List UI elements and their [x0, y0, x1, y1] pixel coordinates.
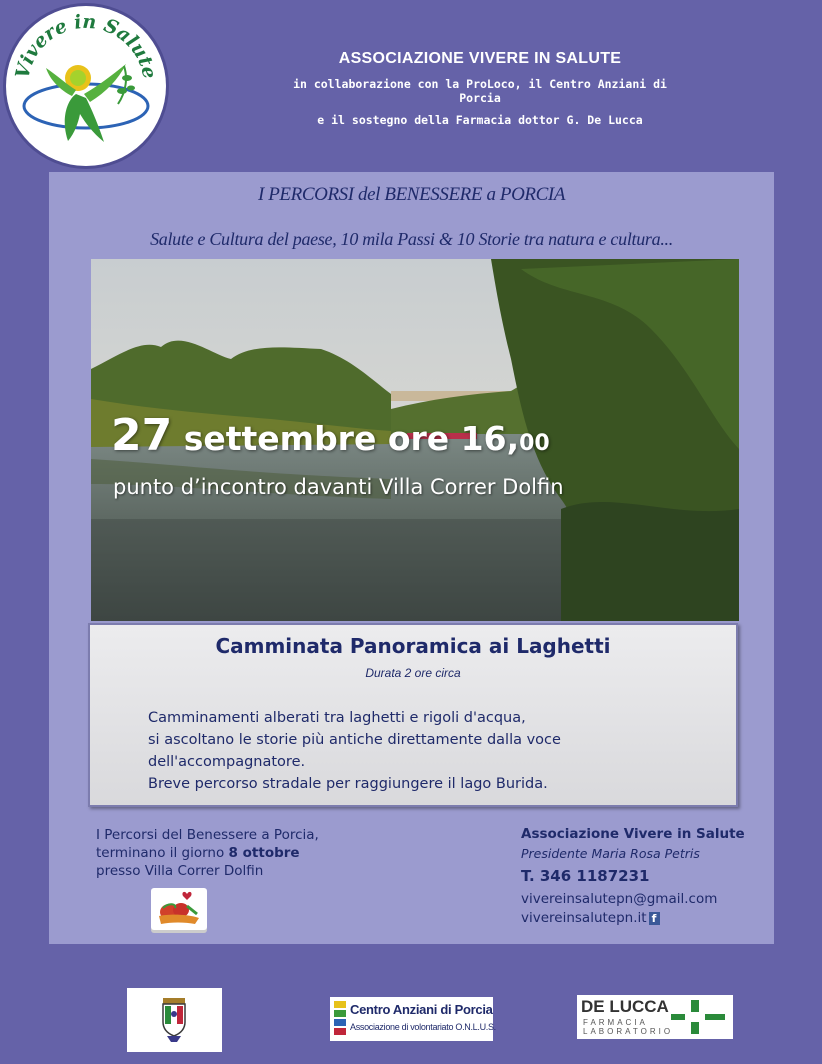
event-minutes: 00 — [519, 431, 550, 456]
association-logo — [6, 6, 166, 166]
pharmacy-cross-icon — [669, 998, 729, 1036]
header-collaboration: in collaborazione con la ProLoco, il Centro Anziani di Porcia — [293, 77, 667, 105]
main-panel — [49, 172, 774, 944]
walk-description — [148, 707, 561, 795]
contact-email[interactable]: vivereinsalutepn@gmail.com — [521, 891, 718, 907]
walk-info-box — [88, 623, 738, 807]
meeting-point: punto d’incontro davanti Villa Correr Dolfin — [113, 475, 564, 499]
series-end-note — [96, 826, 319, 880]
description-line: si ascoltano le storie più antiche direttamente dalla voce — [148, 732, 561, 748]
porcia-crest-icon — [127, 988, 222, 1052]
event-date — [111, 410, 550, 461]
facebook-icon[interactable]: f — [649, 912, 660, 925]
centro-subtitle: Associazione di volontariato O.N.L.U.S. — [350, 1022, 496, 1032]
note-line-1: I Percorsi del Benessere a Porcia, — [96, 827, 319, 843]
event-subtitle: Salute e Cultura del paese, 10 mila Passi & 10 Storie tra natura e cultura... — [150, 229, 673, 249]
walk-title: Camminata Panoramica ai Laghetti — [215, 634, 611, 658]
centro-bars-icon — [334, 1001, 346, 1037]
event-day: 27 — [111, 410, 173, 461]
description-line: Breve percorso stradale per raggiungere il lago Burida. — [148, 776, 548, 792]
series-title: I PERCORSI del BENESSERE a PORCIA — [257, 184, 566, 205]
walk-duration: Durata 2 ore circa — [365, 666, 461, 680]
contact-president: Presidente Maria Rosa Petris — [521, 846, 700, 861]
porcia-crest-logo — [127, 988, 222, 1052]
centro-anziani-logo — [330, 997, 496, 1041]
contact-info — [521, 826, 745, 926]
end-date: 8 ottobre — [228, 845, 300, 861]
header-title: ASSOCIAZIONE VIVERE IN SALUTE — [338, 50, 622, 67]
pharmacy-subtitle: FARMACIA LABORATORIO — [583, 1018, 674, 1036]
contact-website-row — [521, 910, 745, 926]
centro-name: Centro Anziani di Porcia — [350, 1002, 493, 1017]
contact-name: Associazione Vivere in Salute — [521, 826, 745, 842]
event-date-text: settembre ore 16, — [172, 419, 520, 458]
contact-website[interactable]: vivereinsalutepn.it — [521, 910, 647, 926]
logo-text: Vivere in Salute — [11, 10, 161, 81]
logo-figure-icon — [6, 6, 166, 166]
note-line-2: terminano il giorno 8 ottobre — [96, 845, 300, 861]
contact-phone[interactable]: T. 346 1187231 — [521, 867, 650, 885]
description-line: dell'accompagnatore. — [148, 754, 306, 770]
description-line: Camminamenti alberati tra laghetti e rigoli d'acqua, — [148, 710, 526, 726]
note-line-3: presso Villa Correr Dolfin — [96, 863, 264, 879]
header — [270, 50, 690, 127]
pharmacy-logo — [577, 995, 733, 1039]
header-support: e il sostegno della Farmacia dottor G. De Lucca — [317, 113, 643, 127]
pharmacy-name: DE LUCCA — [581, 997, 669, 1016]
basket-icon — [151, 888, 207, 930]
